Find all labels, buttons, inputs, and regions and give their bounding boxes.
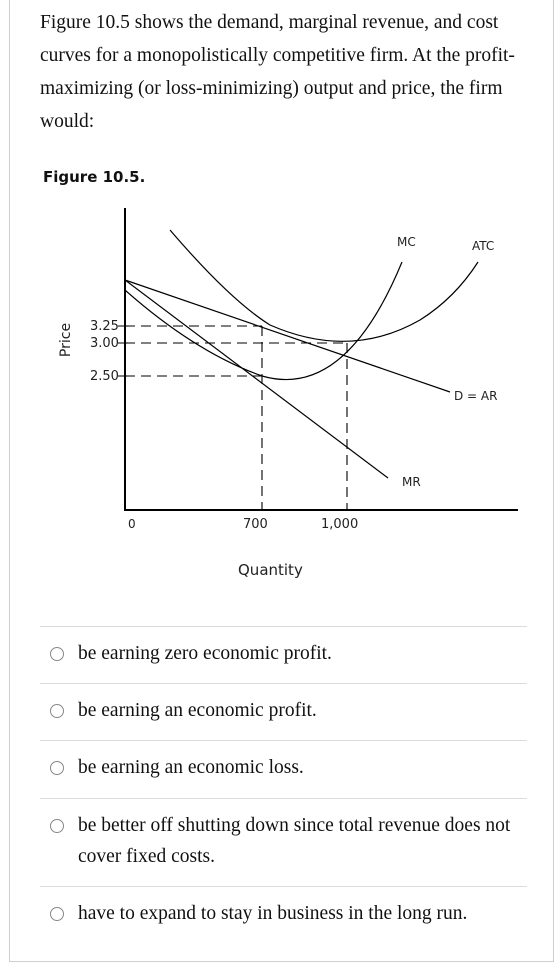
option-zero-profit[interactable] xyxy=(40,626,527,683)
mr-curve xyxy=(125,280,388,478)
x-tick-label-700: 700 xyxy=(243,517,268,532)
x-tick-label-1000: 1,000 xyxy=(321,517,359,532)
option-expand[interactable] xyxy=(40,886,527,962)
question-text: Figure 10.5 shows the demand, marginal revenue, and cost curves for a monopolistically competitive firm. At the profit-maximizing (or loss-minimizing) output and price, the firm would: xyxy=(40,12,515,132)
figure-title: Figure 10.5. xyxy=(43,168,146,186)
y-tick-label-300: 3.00 xyxy=(90,336,119,351)
option-label: be earning an economic loss. xyxy=(78,757,304,778)
economics-chart xyxy=(40,198,530,598)
radio-button[interactable] xyxy=(50,907,64,921)
option-label: have to expand to stay in business in the long run. xyxy=(78,903,468,924)
x-tick-label-0: 0 xyxy=(128,517,136,531)
mc-label: MC xyxy=(397,235,416,249)
option-economic-profit[interactable] xyxy=(40,683,527,740)
y-tick-label-250: 2.50 xyxy=(90,369,119,384)
option-label: be earning zero economic profit. xyxy=(78,643,332,664)
option-label: be better off shutting down since total revenue does not cover fixed costs. xyxy=(78,815,511,867)
y-axis-label: Price xyxy=(58,322,74,358)
option-economic-loss[interactable] xyxy=(40,740,527,798)
y-tick-label-325: 3.25 xyxy=(90,319,119,334)
radio-button[interactable] xyxy=(50,761,64,775)
demand-curve xyxy=(125,280,450,392)
answer-options xyxy=(40,626,527,962)
radio-button[interactable] xyxy=(50,647,64,661)
option-label: be earning an economic profit. xyxy=(78,700,317,721)
demand-label: D = AR xyxy=(454,389,498,403)
option-shut-down[interactable] xyxy=(40,798,527,886)
radio-button[interactable] xyxy=(50,704,64,718)
atc-label: ATC xyxy=(472,239,495,253)
atc-curve xyxy=(170,230,478,341)
mr-label: MR xyxy=(402,475,421,489)
x-axis-label: Quantity xyxy=(238,561,303,579)
radio-button[interactable] xyxy=(50,819,64,833)
